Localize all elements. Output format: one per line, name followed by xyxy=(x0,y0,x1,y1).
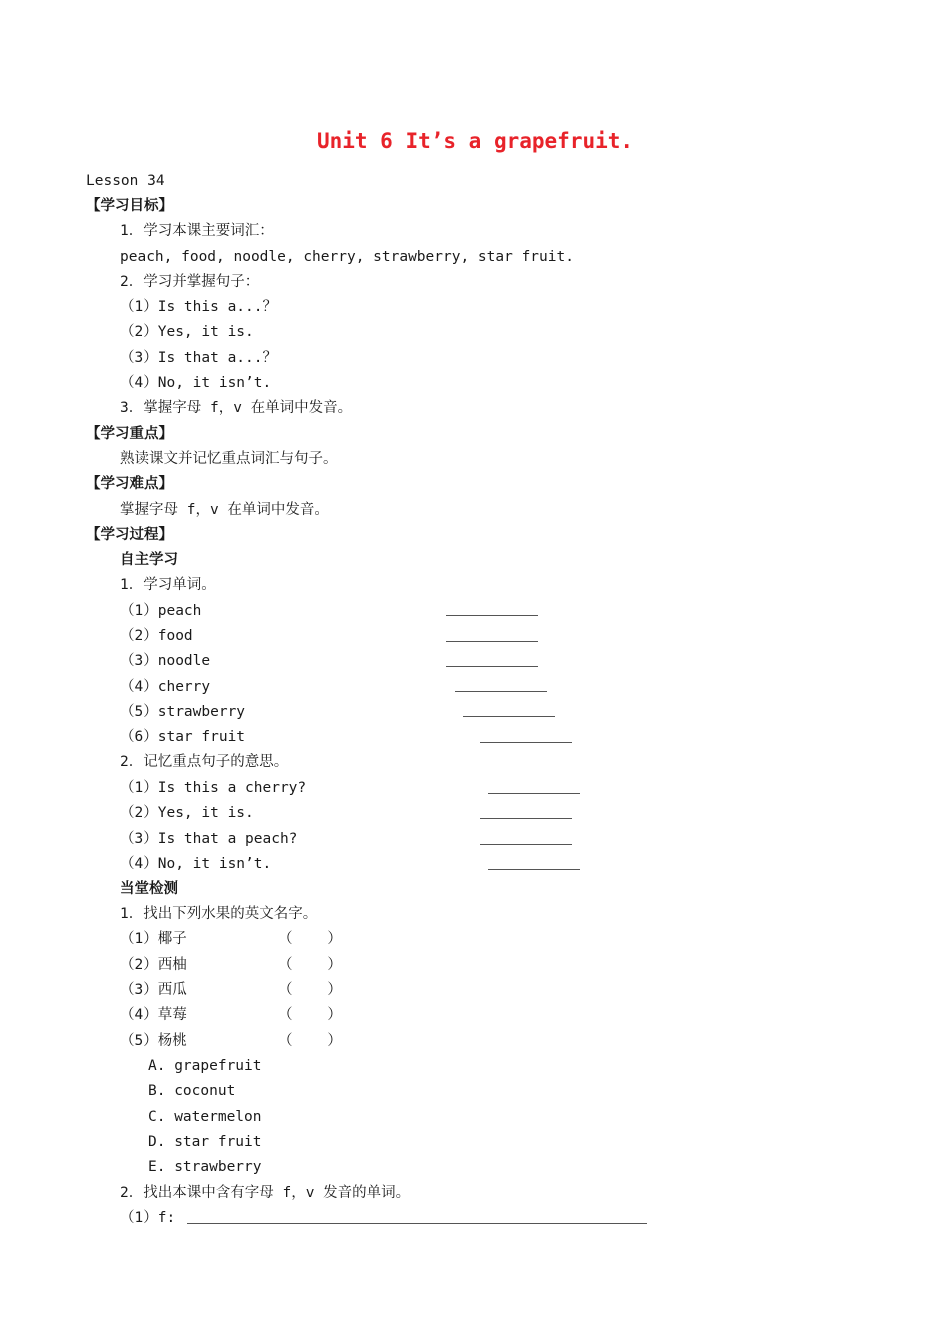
word-item: （4）cherry xyxy=(120,679,211,695)
goal-2-item: （3）Is that a...？ xyxy=(120,350,277,366)
task-1: 1．学习单词。 xyxy=(120,577,216,593)
answer-parentheses[interactable]: （ ） xyxy=(278,1033,342,1049)
answer-blank[interactable] xyxy=(187,1223,647,1224)
word-item: （5）strawberry xyxy=(120,704,246,720)
word-item: （3）noodle xyxy=(120,653,211,669)
self-study-heading: 自主学习 xyxy=(120,552,178,568)
fruit-item: （1）椰子 xyxy=(120,931,187,947)
answer-parentheses[interactable]: （ ） xyxy=(278,957,342,973)
fruit-item: （3）西瓜 xyxy=(120,982,187,998)
difficulty-text: 掌握字母 f，v 在单词中发音。 xyxy=(120,502,329,518)
answer-blank[interactable] xyxy=(480,742,572,743)
answer-parentheses[interactable]: （ ） xyxy=(278,1007,342,1023)
lesson-label: Lesson 34 xyxy=(86,173,165,189)
option-item: E. strawberry xyxy=(148,1159,262,1175)
answer-blank[interactable] xyxy=(488,869,580,870)
check-2-item: （1）f: xyxy=(120,1210,176,1226)
answer-parentheses[interactable]: （ ） xyxy=(278,982,342,998)
goal-2: 2．学习并掌握句子： xyxy=(120,274,260,290)
goal-1: 1．学习本课主要词汇： xyxy=(120,223,274,239)
sentence-item: （4）No, it isn’t. xyxy=(120,856,272,872)
word-item: （2）food xyxy=(120,628,193,644)
answer-blank[interactable] xyxy=(446,615,538,616)
sentence-item: （1）Is this a cherry? xyxy=(120,780,307,796)
option-item: C. watermelon xyxy=(148,1109,262,1125)
section-goal-heading: 【学习目标】 xyxy=(86,198,173,214)
answer-blank[interactable] xyxy=(480,844,572,845)
word-item: （1）peach xyxy=(120,603,202,619)
section-difficulty-heading: 【学习难点】 xyxy=(86,476,173,492)
answer-blank[interactable] xyxy=(463,716,555,717)
option-item: D. star fruit xyxy=(148,1134,262,1150)
sentence-item: （2）Yes, it is. xyxy=(120,805,254,821)
section-key-heading: 【学习重点】 xyxy=(86,426,173,442)
check-2: 2．找出本课中含有字母 f，v 发音的单词。 xyxy=(120,1185,411,1201)
answer-blank[interactable] xyxy=(446,641,538,642)
answer-blank[interactable] xyxy=(446,666,538,667)
option-item: A. grapefruit xyxy=(148,1058,262,1074)
answer-blank[interactable] xyxy=(488,793,580,794)
goal-3: 3．掌握字母 f，v 在单词中发音。 xyxy=(120,400,353,416)
option-item: B. coconut xyxy=(148,1083,236,1099)
goal-2-item: （2）Yes, it is. xyxy=(120,324,254,340)
fruit-item: （5）杨桃 xyxy=(120,1033,187,1049)
word-item: （6）star fruit xyxy=(120,729,246,745)
check-1: 1．找出下列水果的英文名字。 xyxy=(120,906,318,922)
page-title: Unit 6 It’s a grapefruit. xyxy=(316,129,634,153)
goal-2-item: （4）No, it isn’t. xyxy=(120,375,272,391)
goal-2-item: （1）Is this a...？ xyxy=(120,299,277,315)
check-heading: 当堂检测 xyxy=(120,881,178,897)
sentence-item: （3）Is that a peach? xyxy=(120,831,298,847)
fruit-item: （4）草莓 xyxy=(120,1007,187,1023)
answer-blank[interactable] xyxy=(480,818,572,819)
section-process-heading: 【学习过程】 xyxy=(86,527,173,543)
answer-blank[interactable] xyxy=(455,691,547,692)
goal-1-words: peach, food, noodle, cherry, strawberry, star fruit. xyxy=(120,249,574,265)
key-text: 熟读课文并记忆重点词汇与句子。 xyxy=(120,451,338,467)
task-2: 2．记忆重点句子的意思。 xyxy=(120,754,289,770)
answer-parentheses[interactable]: （ ） xyxy=(278,931,342,947)
fruit-item: （2）西柚 xyxy=(120,957,187,973)
